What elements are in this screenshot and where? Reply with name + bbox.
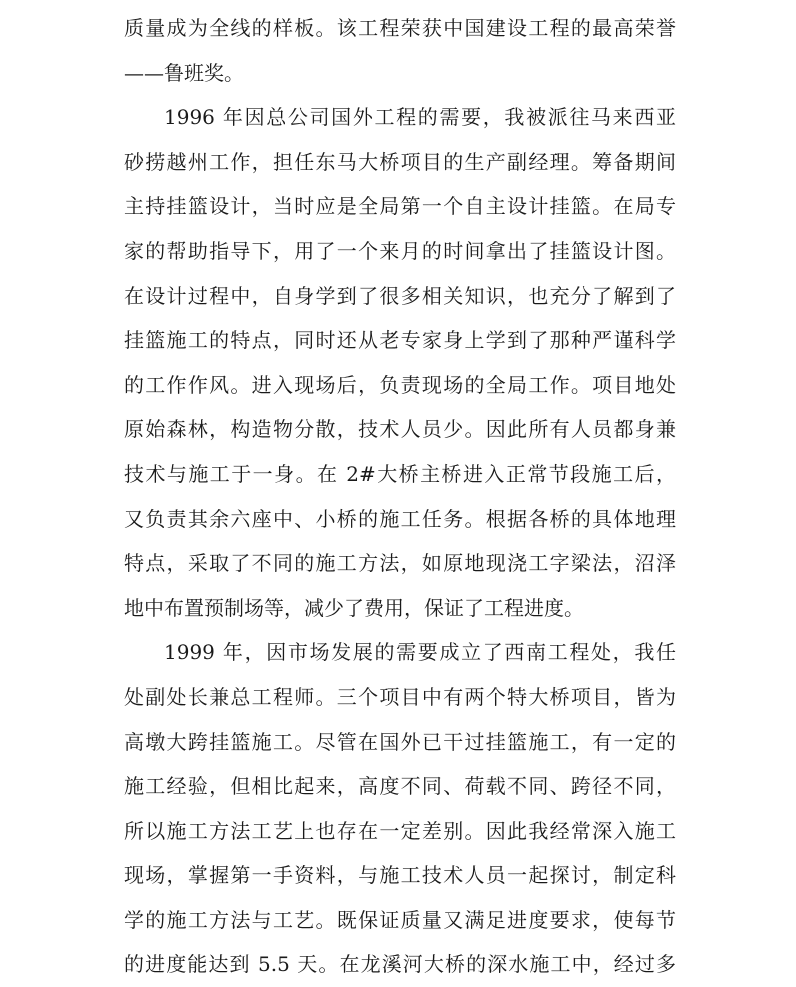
text-line: 在设计过程中，自身学到了很多相关知识，也充分了解到了	[124, 283, 676, 308]
text-line: 所以施工方法工艺上也存在一定差别。因此我经常深入施工	[124, 818, 676, 843]
text-line: 的工作作风。进入现场后，负责现场的全局工作。项目地处	[124, 372, 676, 397]
text-line: 地中布置预制场等，减少了费用，保证了工程进度。	[124, 595, 584, 620]
text-line: 的进度能达到 5.5 天。在龙溪河大桥的深水施工中，经过多	[124, 952, 676, 977]
text-line: 学的施工方法与工艺。既保证质量又满足进度要求，使每节	[124, 907, 676, 932]
text-line: 主持挂篮设计，当时应是全局第一个自主设计挂篮。在局专	[124, 194, 676, 219]
text-line: 技术与施工于一身。在 2#大桥主桥进入正常节段施工后，	[124, 461, 676, 486]
text-line: 1999 年，因市场发展的需要成立了西南工程处，我任	[164, 640, 676, 665]
text-line: 处副处长兼总工程师。三个项目中有两个特大桥项目，皆为	[124, 684, 676, 709]
text-line: 1996 年因总公司国外工程的需要，我被派往马来西亚	[164, 105, 676, 130]
text-line: ——鲁班奖。	[124, 60, 244, 85]
text-line: 又负责其余六座中、小桥的施工任务。根据各桥的具体地理	[124, 506, 676, 531]
text-line: 原始森林，构造物分散，技术人员少。因此所有人员都身兼	[124, 417, 676, 442]
text-line: 高墩大跨挂篮施工。尽管在国外已干过挂篮施工，有一定的	[124, 729, 676, 754]
text-line: 质量成为全线的样板。该工程荣获中国建设工程的最高荣誉	[124, 16, 676, 40]
text-line: 家的帮助指导下，用了一个来月的时间拿出了挂篮设计图。	[124, 238, 676, 263]
document-page	[124, 6, 676, 987]
text-line: 特点，采取了不同的施工方法，如原地现浇工字梁法，沼泽	[124, 551, 676, 576]
text-line: 施工经验，但相比起来，高度不同、荷载不同、跨径不同，	[124, 774, 676, 799]
text-line: 现场，掌握第一手资料，与施工技术人员一起探讨，制定科	[124, 863, 676, 888]
text-line: 砂捞越州工作，担任东马大桥项目的生产副经理。筹备期间	[124, 149, 676, 174]
text-line: 挂篮施工的特点，同时还从老专家身上学到了那种严谨科学	[124, 328, 676, 353]
